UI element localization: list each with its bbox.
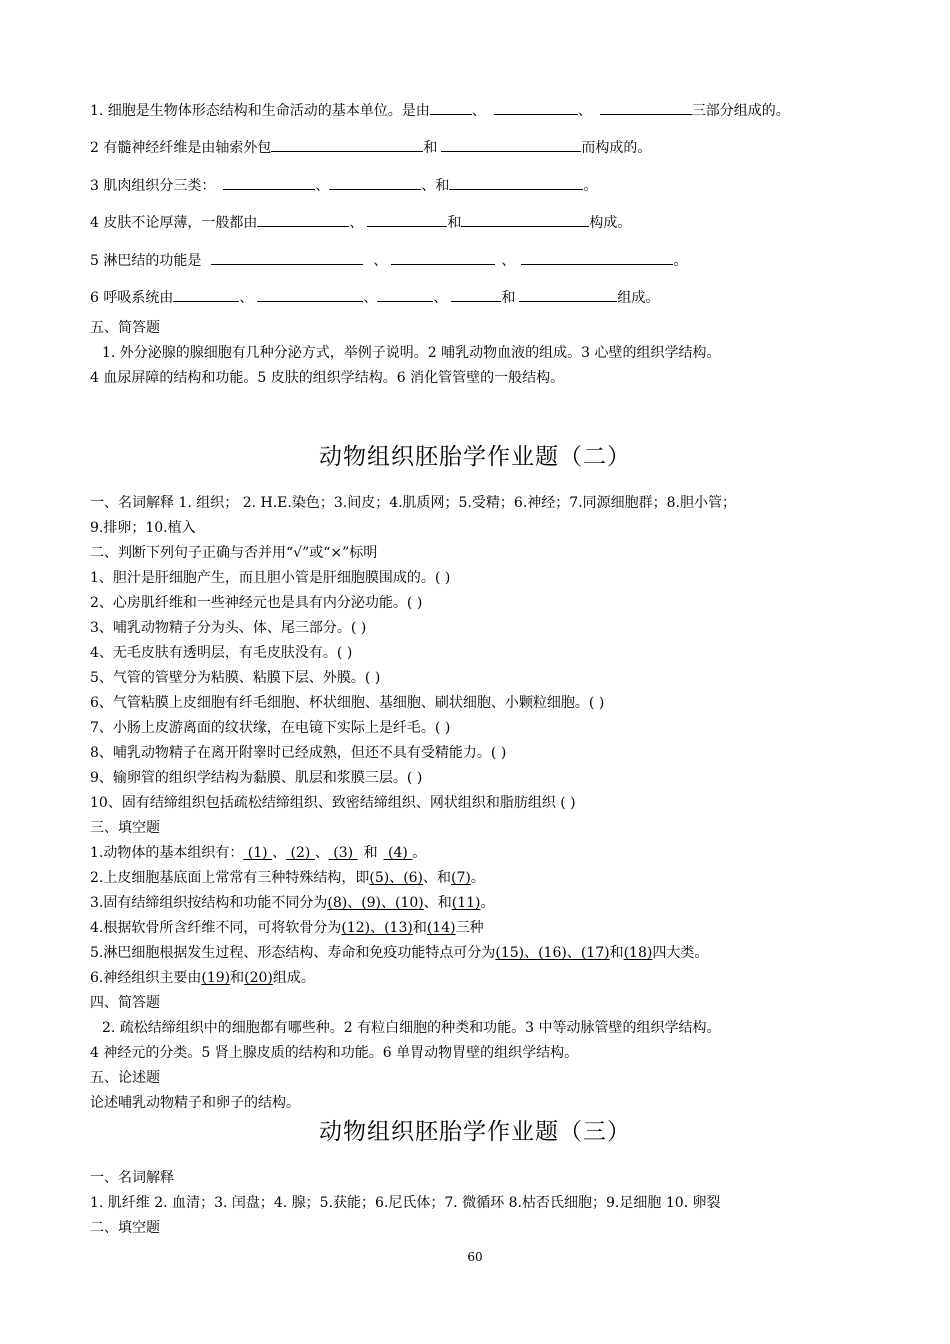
blank [461,212,589,227]
section-heading: 五、简答题 [90,320,160,336]
section-heading: 五、论述题 [90,1070,160,1086]
blank [451,287,501,302]
blank [271,137,423,152]
fill-question-3: 3 肌肉组织分三类： 、 、和 。 [90,175,870,196]
fill-question-2: 2 有髓神经纤维是由轴索外包 和 而构成的。 [90,137,870,158]
question-text: 1. 外分泌腺的腺细胞有几种分泌方式，举例子说明。2 哺乳动物血液的组成。3 心壁的组织学结构。 [102,345,721,361]
blank [391,250,495,265]
blank [521,250,673,265]
page-title: 动物组织胚胎学作业题（二） [319,444,631,470]
fill-item-1: 1.动物体的基本组织有： (1) 、 (2) 、 (3) 和 (4) 。 [90,845,427,861]
blank [430,100,472,115]
fill-item-3: 3.固有结缔组织按结构和功能不同分为(8)、(9)、(10)、和(11)。 [90,895,495,911]
question-text: 4 血尿屏障的结构和功能。5 皮肤的组织学结构。6 消化管管壁的一般结构。 [90,370,565,386]
judge-item: 3、哺乳动物精子分为头、体、尾三部分。( ) [90,620,367,636]
blank [367,212,447,227]
judge-item: 2、心房肌纤维和一些神经元也是具有内分泌功能。( ) [90,595,423,611]
blank [441,137,581,152]
definition-line: 一、名词解释 1. 组织； 2. H.E.染色；3.间皮；4.肌质网；5.受精；6.神经；7.同源细胞群；8.胆小管； [90,495,736,511]
blank [257,287,363,302]
blank [494,100,578,115]
judge-item: 9、输卵管的组织学结构为黏膜、肌层和浆膜三层。( ) [90,770,423,786]
blank [223,175,315,190]
fill-item-2: 2.上皮细胞基底面上常常有三种特殊结构，即(5)、(6)、和(7)。 [90,870,485,886]
judge-item: 5、气管的管壁分为粘膜、粘膜下层、外膜。( ) [90,670,381,686]
blank [211,250,363,265]
fill-item-4: 4.根据软骨所含纤维不同，可将软骨分为(12)、(13)和(14)三种 [90,920,484,936]
definition-line: 1. 肌纤维 2. 血清；3. 闰盘；4. 腺；5.获能；6.尼氏体；7. 微循环 8.枯否氏细胞；9.足细胞 10. 卵裂 [90,1195,721,1211]
section-heading: 一、名词解释 [90,1170,174,1186]
section-heading: 三、填空题 [90,820,160,836]
judge-item: 8、哺乳动物精子在离开附睾时已经成熟，但还不具有受精能力。( ) [90,745,507,761]
fill-question-5: 5 淋巴结的功能是 、 、 。 [90,250,870,271]
blank [257,212,349,227]
section-heading: 二、判断下列句子正确与否并用“√”或“×”标明 [90,545,378,561]
definition-line: 9.排卵；10.植入 [90,520,196,536]
question-text: 论述哺乳动物精子和卵子的结构。 [90,1095,300,1111]
page-number: 60 [467,1250,483,1264]
judge-item: 1、胆汁是肝细胞产生，而且胆小管是肝细胞膜围成的。( ) [90,570,451,586]
judge-item: 10、固有结缔组织包括疏松结缔组织、致密结缔组织、网状组织和脂肪组织 ( ) [90,795,576,811]
question-text: 4 神经元的分类。5 肾上腺皮质的结构和功能。6 单胃动物胃壁的组织学结构。 [90,1045,579,1061]
fill-question-6: 6 呼吸系统由 、 、 、 和 组成。 [90,287,870,308]
judge-item: 7、小肠上皮游离面的纹状缘，在电镜下实际上是纤毛。( ) [90,720,451,736]
fill-item-6: 6.神经组织主要由(19)和(20)组成。 [90,970,315,986]
section-heading: 四、简答题 [90,995,160,1011]
question-text: 2. 疏松结缔组织中的细胞都有哪些种。2 有粒白细胞的种类和功能。3 中等动脉管壁的组织学结构。 [102,1020,721,1036]
blank [519,287,617,302]
fill-question-1: 1. 细胞是生物体形态结构和生命活动的基本单位。是由 、 、 三部分组成的。 [90,100,870,121]
judge-item: 4、无毛皮肤有透明层，有毛皮肤没有。( ) [90,645,353,661]
blank [600,100,692,115]
blank [377,287,433,302]
fill-item-5: 5.淋巴细胞根据发生过程、形态结构、寿命和免疫功能特点可分为(15)、(16)、(17)和(18)四大类。 [90,945,709,961]
blank [173,287,239,302]
judge-item: 6、气管粘膜上皮细胞有纤毛细胞、杯状细胞、基细胞、刷状细胞、小颗粒细胞。( ) [90,695,605,711]
blank [449,175,583,190]
blank [329,175,421,190]
section-heading: 二、填空题 [90,1220,160,1236]
fill-question-4: 4 皮肤不论厚薄，一般都由 、 和 构成。 [90,212,870,233]
page-title: 动物组织胚胎学作业题（三） [319,1119,631,1145]
